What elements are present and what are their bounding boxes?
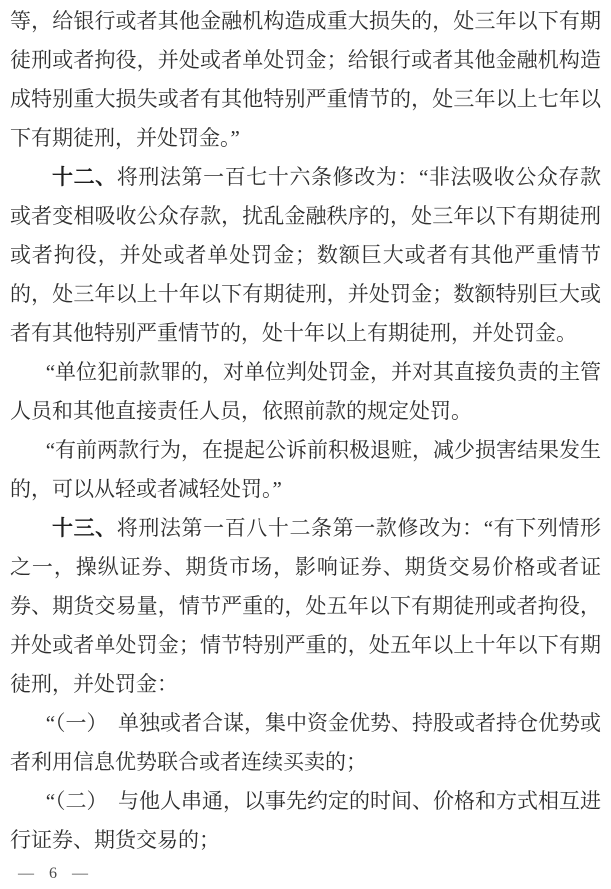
paragraph-text: “（二） 与他人串通，以事先约定的时间、价格和方式相互进行证券、期货交易的； xyxy=(10,789,602,852)
paragraph-text: 将刑法第一百七十六条修改为：“非法吸收公众存款或者变相吸收公众存款，扰乱金融秩序的，处三年以下有期徒刑或者拘役，并处或者单处罚金；数额巨大或者有其他严重情节的，处三年以上十年以下有期徒刑，并处罚金；数额特别巨大或者有其他特别严重情节的，处十年以上有期徒刑，并处罚金。 xyxy=(10,165,601,345)
paragraph-article-12 xyxy=(10,158,601,353)
paragraph-text: “有前两款行为，在提起公诉前积极退赃，减少损害结果发生的，可以从轻或者减轻处罚。” xyxy=(10,438,602,501)
paragraph-item-1 xyxy=(10,704,601,782)
paragraph-article-13 xyxy=(10,509,601,704)
page-number: — 6 — xyxy=(18,865,89,882)
section-number-13: 十三、 xyxy=(52,516,117,540)
paragraph-text: “单位犯前款罪的，对单位判处罚金，并对其直接负责的主管人员和其他直接责任人员，依照前款的规定处罚。 xyxy=(10,360,602,423)
paragraph-text: “（一） 单独或者合谋，集中资金优势、持股或者持仓优势或者利用信息优势联合或者连续买卖的； xyxy=(10,711,602,774)
paragraph-restitution xyxy=(10,431,601,509)
paragraph-text: 将刑法第一百八十二条第一款修改为：“有下列情形之一，操纵证券、期货市场，影响证券、期货交易价格或者证券、期货交易量，情节严重的，处五年以下有期徒刑或者拘役，并处或者单处罚金；情节特别严重的，处五年以上十年以下有期徒刑，并处罚金： xyxy=(10,516,601,696)
paragraph-text: 等，给银行或者其他金融机构造成重大损失的，处三年以下有期徒刑或者拘役，并处或者单处罚金；给银行或者其他金融机构造成特别重大损失或者有其他特别严重情节的，处三年以上七年以下有期徒刑，并处罚金。” xyxy=(10,9,601,150)
paragraph-item-2 xyxy=(10,782,601,860)
section-number-12: 十二、 xyxy=(52,165,117,189)
paragraph-continuation xyxy=(10,2,601,158)
paragraph-unit-crime xyxy=(10,353,601,431)
